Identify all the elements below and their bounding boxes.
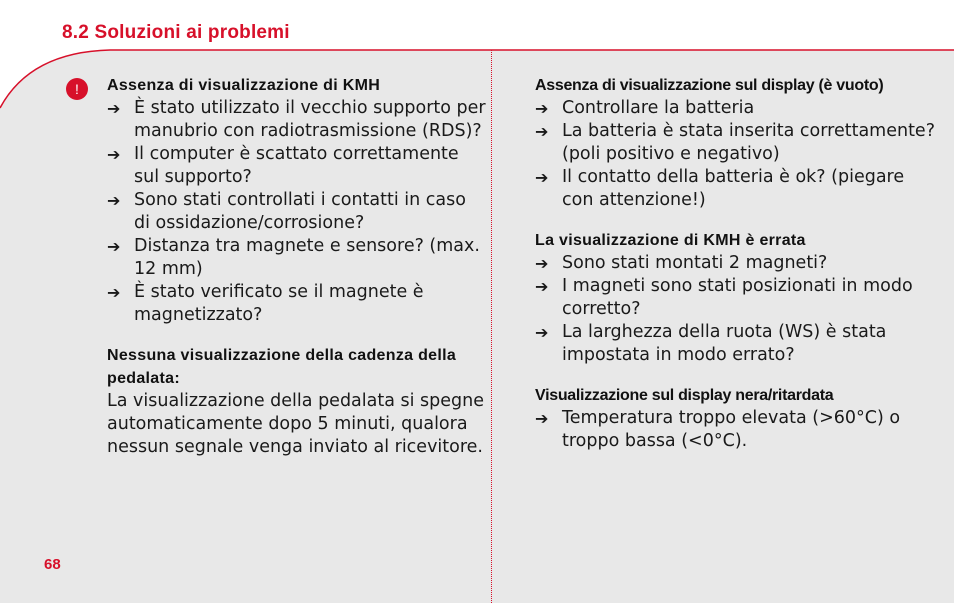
section-heading-no-kmh: Assenza di visualizzazione di KMH: [107, 77, 381, 94]
list-item: ➔ La larghezza della ruota (WS) è stata impostata in modo errato?: [535, 322, 887, 365]
arrow-right-icon: ➔: [535, 122, 549, 141]
arrow-right-icon: ➔: [107, 283, 121, 302]
page-title: 8.2 Soluzioni ai problemi: [62, 22, 290, 43]
list-item: ➔ Sono stati controllati i contatti in caso di ossidazione/corrosione?: [107, 190, 466, 233]
list-item: ➔ Il computer è scattato correttamente sul supporto?: [107, 144, 459, 187]
list-item: ➔ La batteria è stata inserita correttamente? (poli positivo e negativo): [535, 121, 935, 164]
checklist-empty-display: [535, 97, 940, 212]
list-item: ➔ Controllare la batteria: [535, 98, 755, 118]
page-number: 68: [44, 556, 61, 573]
arrow-right-icon: ➔: [535, 168, 549, 187]
left-column: [107, 74, 487, 459]
warning-icon: !: [66, 78, 88, 100]
arrow-right-icon: ➔: [107, 99, 121, 118]
list-item: ➔ Il contatto della batteria è ok? (piegare con attenzione!): [535, 167, 905, 210]
column-divider: [491, 50, 492, 603]
checklist-dark-display: [535, 407, 940, 453]
list-item: ➔ Sono stati montati 2 magneti?: [535, 253, 828, 273]
list-item: ➔ È stato verificato se il magnete è magnetizzato?: [107, 282, 424, 325]
section-heading-cadence: Nessuna visualizzazione della cadenza della pedalata:: [107, 347, 457, 387]
arrow-right-icon: ➔: [535, 323, 549, 342]
arrow-right-icon: ➔: [107, 237, 121, 256]
section-heading-empty-display: Assenza di visualizzazione sul display (è vuoto): [535, 77, 884, 94]
arrow-right-icon: ➔: [107, 191, 121, 210]
list-item: ➔ È stato utilizzato il vecchio supporto per manubrio con radiotrasmissione (RDS)?: [107, 98, 486, 141]
list-item: ➔ I magneti sono stati posizionati in modo corretto?: [535, 276, 913, 319]
arrow-right-icon: ➔: [107, 145, 121, 164]
right-column: [535, 74, 940, 453]
checklist-wrong-kmh: [535, 252, 940, 367]
list-item: ➔ Distanza tra magnete e sensore? (max. 12 mm): [107, 236, 480, 279]
arrow-right-icon: ➔: [535, 277, 549, 296]
arrow-right-icon: ➔: [535, 409, 549, 428]
section-heading-wrong-kmh: La visualizzazione di KMH è errata: [535, 232, 806, 249]
cadence-description: La visualizzazione della pedalata si spegne automaticamente dopo 5 minuti, qualora nessun segnale venga inviato al ricevitore.: [107, 391, 485, 457]
arrow-right-icon: ➔: [535, 254, 549, 273]
checklist-no-kmh: [107, 97, 487, 327]
list-item: ➔ Temperatura troppo elevata (>60°C) o troppo bassa (<0°C).: [535, 408, 901, 451]
section-heading-dark-display: Visualizzazione sul display nera/ritardata: [535, 387, 834, 404]
arrow-right-icon: ➔: [535, 99, 549, 118]
